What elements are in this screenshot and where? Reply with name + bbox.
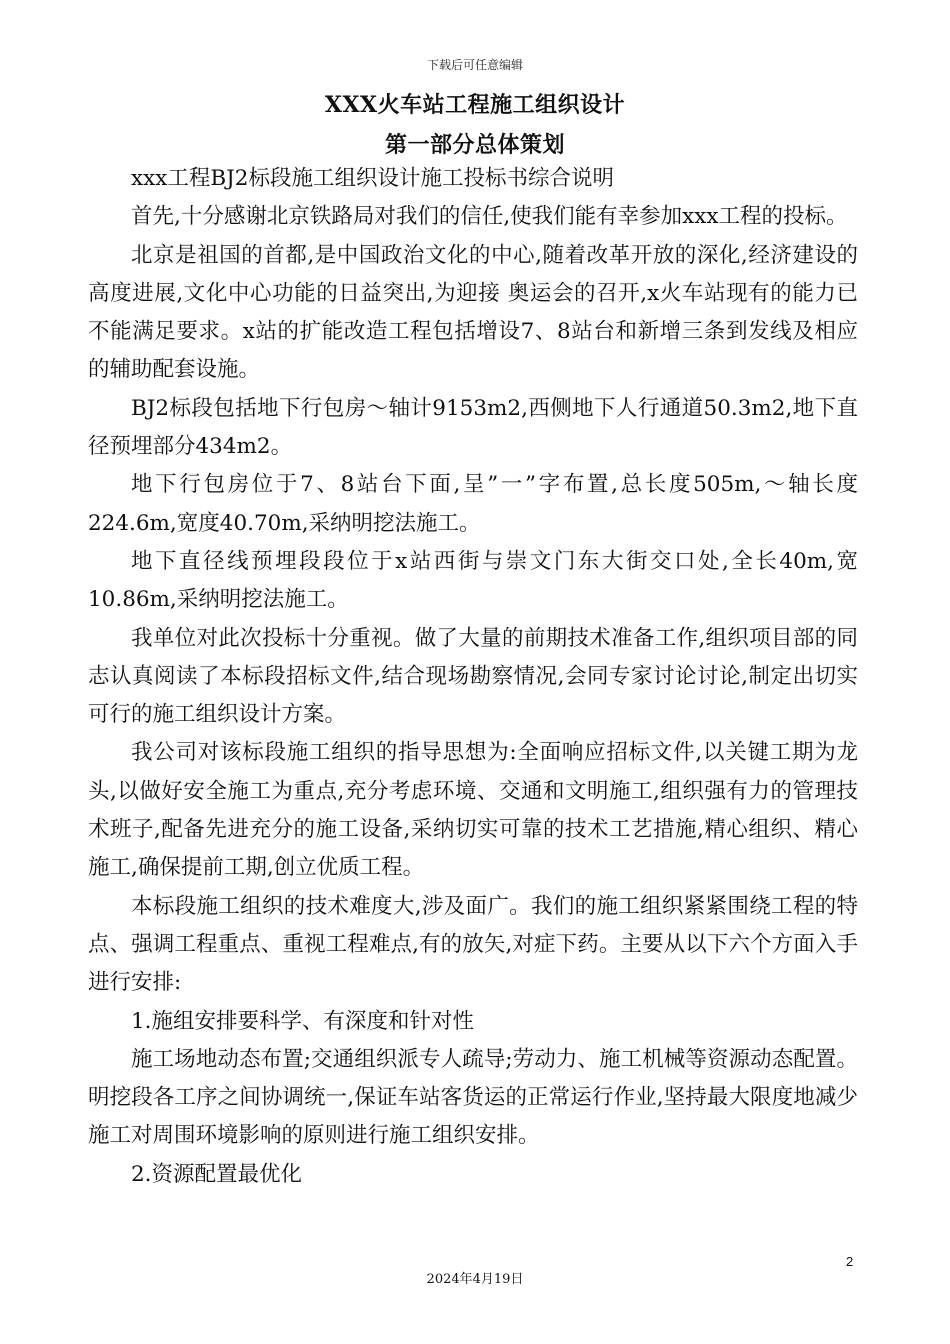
document-body [88,160,858,1194]
footer-date: 2024年4月19日 [426,1272,524,1287]
section-title: 第一部分总体策划 [384,132,565,158]
paragraph: xxx工程BJ2标段施工组织设计施工投标书综合说明 [131,166,614,191]
document-title: XXX火车站工程施工组织设计 [324,92,626,118]
paragraph: 我公司对该标段施工组织的指导思想为:全面响应招标文件,以关键工期为龙头,以做好安全施工为重点,充分考虑环境、交通和文明施工,组织强有力的管理技术班子,配备先进充分的施工设备,采纳切实可靠的技术工艺措施,精心组织、精心施工,确保提前工期,创立优质工程。 [88,740,858,881]
paragraph: 施工场地动态布置;交通组织派专人疏导;劳动力、施工机械等资源动态配置。明挖段各工序之间协调统一,保证车站客货运的正常运行作业,坚持最大限度地减少施工对周围环境影响的原则进行施工组织安排。 [88,1046,858,1149]
paragraph: 北京是祖国的首都,是中国政治文化的中心,随着改革开放的深化,经济建设的高度进展,文化中心功能的日益突出,为迎接 奥运会的召开,x火车站现有的能力已不能满足要求。x站的扩能改造工程包括增设7、8站台和新增三条到发线及相应的辅助配套设施。 [88,242,858,383]
page-header-note: 下载后可任意编辑 [426,58,523,72]
list-heading: 2.资源配置最优化 [131,1161,303,1187]
paragraph: BJ2标段包括地下行包房～轴计9153m2,西侧地下人行通道50.3m2,地下直径预埋部分434m2。 [88,395,858,460]
page-number: 2 [846,1254,854,1269]
paragraph: 首先,十分感谢北京铁路局对我们的信任,使我们能有幸参加xxx工程的投标。 [131,204,848,230]
paragraph: 本标段施工组织的技术难度大,涉及面广。我们的施工组织紧紧围绕工程的特点、强调工程重点、重视工程难点,有的放矢,对症下药。主要从以下六个方面入手进行安排: [88,893,858,996]
list-heading: 1.施组安排要科学、有深度和针对性 [131,1008,475,1034]
paragraph: 地下行包房位于7、8站台下面,呈”一”字布置,总长度505m,～轴长度224.6m,宽度40.70m,采纳明挖法施工。 [88,472,858,536]
paragraph: 我单位对此次投标十分重视。做了大量的前期技术准备工作,组织项目部的同志认真阅读了本标段招标文件,结合现场勘察情况,会同专家讨论讨论,制定出切实可行的施工组织设计方案。 [88,625,858,728]
paragraph: 地下直径线预埋段段位于x站西街与崇文门东大街交口处,全长40m,宽10.86m,采纳明挖法施工。 [88,548,858,613]
